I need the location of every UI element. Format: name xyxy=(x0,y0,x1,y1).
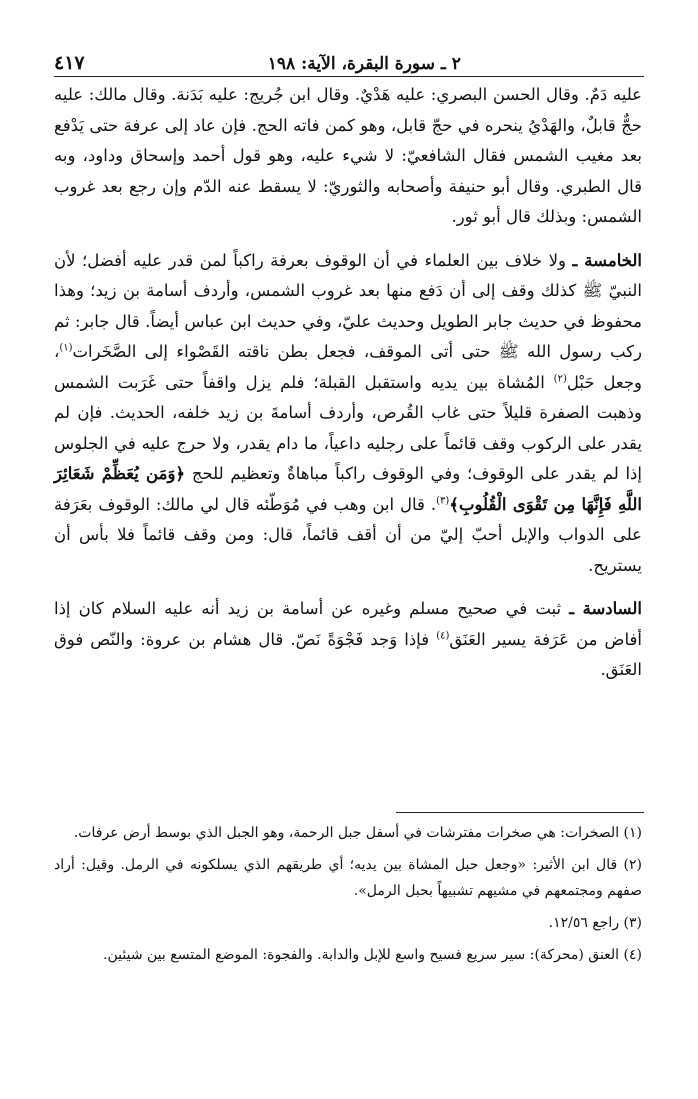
page-number: ٤١٧ xyxy=(54,52,85,74)
paragraph-fifth xyxy=(54,246,642,582)
paragraph-1: عليه دَمٌ. وقال الحسن البصري: عليه هَدْيٌ. وقال ابن جُريج: عليه بَدَنة. وقال مالك: عليه حجٌّ قابلٌ، والهَدْيُ ينحره في حجّ قابل، وهو كمن فاته الحج. فإن عاد إلى عرفة حتى يَدْفع بعد مغيب الشمس فقال الشافعيّ: لا شيء عليه، وهو قول أحمد وإسحاق وداود، وبه قال الطبري. وقال أبو حنيفة وأصحابه والثوريّ: لا يسقط عنه الدّم وإن رجع بعد غروب الشمس: وبذلك قال أبو ثور. xyxy=(54,85,642,226)
main-text xyxy=(54,80,642,699)
running-title: ٢ ـ سورة البقرة، الآية: ١٩٨ xyxy=(267,54,461,74)
section-label-fifth: الخامسة ـ xyxy=(572,250,642,270)
page-header xyxy=(54,40,644,74)
footnote-3: (٣) راجع ١٢/٥٦. xyxy=(548,915,642,931)
section-label-sixth: السادسة ـ xyxy=(569,599,642,618)
text-run: ثبت في صحيح مسلم وغيره عن أسامة بن زيد أنه عليه السلام كان إذا أفاض من عَرَفة يسير العَنَق xyxy=(54,599,642,649)
text-run: فإذا وَجد فَجْوَةً نَصّ. قال هشام بن عروة: والنّص فوق العَنَق. xyxy=(54,629,642,679)
text-run: . قال ابن وهب في مُوَطّئه قال لي مالك: الوقوف بعَرَفة على الدواب والإبل أحبّ إليّ من أن أقف قائماً، قال: ومن وقف قائماً فلا بأس أن يستريح. xyxy=(54,494,642,575)
footnote-2: (٢) قال ابن الأثير: «وجعل حبل المشاة بين يديه؛ أي طريقهم الذي يسلكونه في الرمل. وقيل: أراد صفهم ومجتمعهم في مشيهم تشبيهاً بحبل الرمل». xyxy=(54,857,642,899)
text-run: ، وجعل حَبْل xyxy=(54,342,642,392)
footnote-4: (٤) العنق (محركة): سير سريع فسيح واسع للإبل والدابة. والفجوة: الموضع المتسع بين شيئين. xyxy=(103,947,642,963)
footnote-ref-3: (٣) xyxy=(436,495,450,506)
footnote-rule xyxy=(396,812,644,813)
footnote-ref-4: (٤) xyxy=(436,630,450,641)
footnote-1: (١) الصخرات: هي صخرات مفترشات في أسفل جبل الرحمة، وهو الجبل الذي بوسط أرض عرفات. xyxy=(73,825,642,841)
paragraph-sixth xyxy=(54,594,642,686)
quran-verse: ﴿وَمَن يُعَظِّمْ شَعَائِرَ اللَّهِ فَإِنَّهَا مِن تَقْوَى الْقُلُوبِ﴾ xyxy=(54,464,642,514)
footnotes xyxy=(54,820,642,974)
footnote-ref-1: (١) xyxy=(59,342,73,354)
footnote-ref-2: (٢) xyxy=(553,373,567,384)
header-rule xyxy=(54,76,644,77)
text-run: ولا خلاف بين العلماء في أن الوقوف بعرفة راكباً لمن قدر عليه أفضل؛ لأن النبيّ ﷺ كذلك وقف إلى أن دَفع منها بعد غروب الشمس، وأردف أسامة بن زيد؛ وهذا محفوظ في حديث جابر الطويل وحديث عليّ، وفي حديث ابن عباس أيضاً. قال جابر: ثم ركب رسول الله ﷺ حتى أتى الموقف، فجعل بطن ناقته القَصْواء إلى الصَّخَرات xyxy=(54,250,642,361)
text-run: المُشاة بين يديه واستقبل القبلة؛ فلم يزل واقفاً حتى غَرَبت الشمس وذهبت الصفرة قليلاً حتى غاب القُرص، وأردف أسامةَ بن زيد خلفه، الحديث. فإن لم يقدر على الركوب وقف قائماً على رجليه داعياً، ما دام يقدر، ولا حرج عليه في الجلوس إذا لم يقدر على الوقوف؛ وفي الوقوف راكباً مباهاةٌ وتعظيم للحج xyxy=(54,372,642,483)
